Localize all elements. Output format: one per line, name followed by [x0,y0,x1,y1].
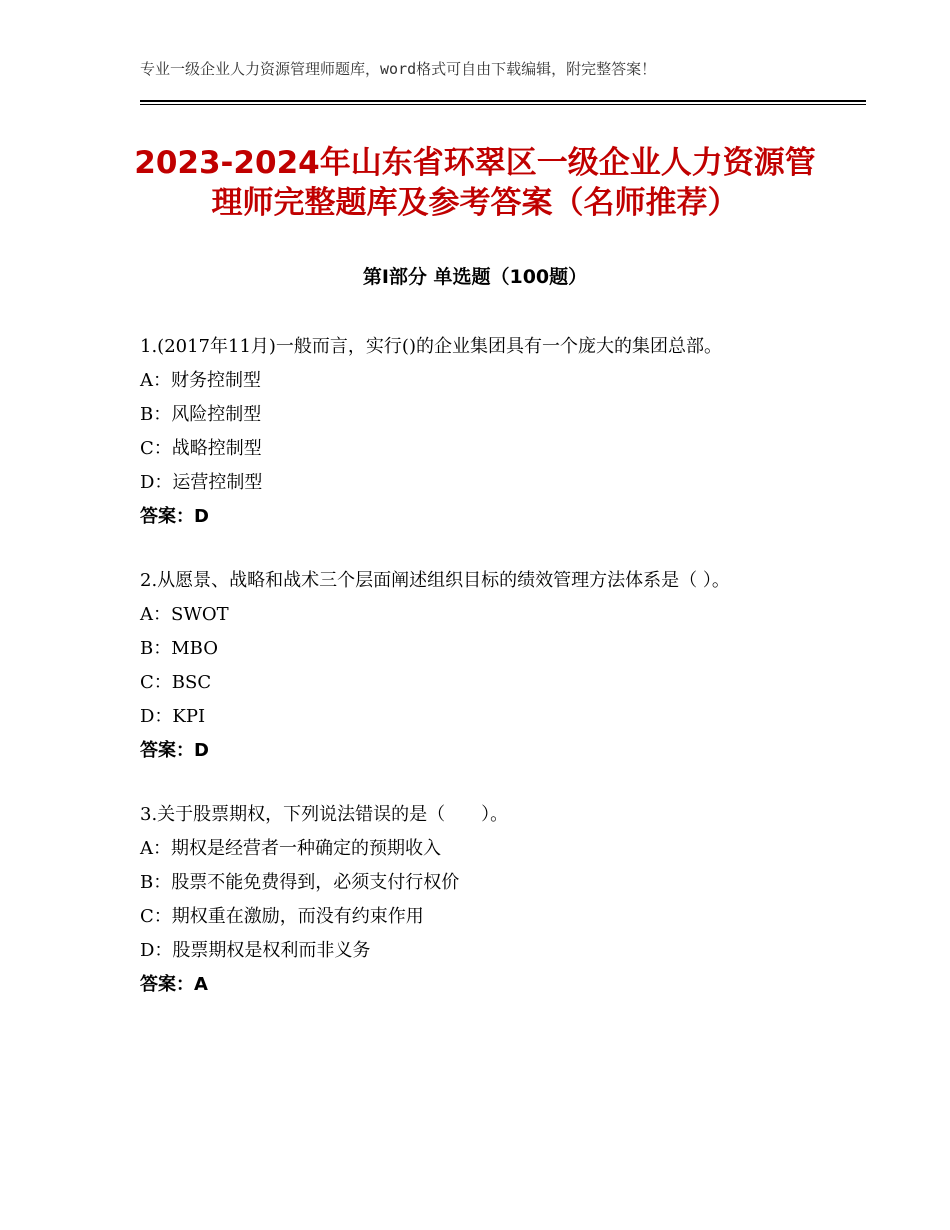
question-text: 1.(2017年11月)一般而言，实行()的企业集团具有一个庞大的集团总部。 [140,336,722,357]
option-c: C：期权重在激励，而没有约束作用 [140,906,424,927]
question-list [140,330,820,1032]
option-b: B：风险控制型 [140,404,262,425]
section-title: 第Ⅰ部分 单选题（100题） [362,266,588,288]
option-a: A：财务控制型 [140,370,261,391]
header-rule-thin [140,104,866,105]
answer-value: D [194,740,209,761]
answer-line [140,968,820,1002]
option-d: D：KPI [140,706,206,727]
option-a: A：期权是经营者一种确定的预期收入 [140,838,441,859]
option-a: A：SWOT [140,604,229,625]
answer-line [140,500,820,534]
question-2 [140,564,820,768]
option-c: C：战略控制型 [140,438,262,459]
answer-label: 答案： [140,506,194,527]
question-text: 2.从愿景、战略和战术三个层面阐述组织目标的绩效管理方法体系是（ ）。 [140,570,730,591]
document-title: 2023-2024年山东省环翠区一级企业人力资源管理师完整题库及参考答案（名师推荐） [134,145,816,221]
option-d: D：股票期权是权利而非义务 [140,940,371,961]
option-d: D：运营控制型 [140,472,263,493]
question-text: 3.关于股票期权，下列说法错误的是（ ）。 [140,804,509,825]
option-c: C：BSC [140,672,212,693]
answer-label: 答案： [140,740,194,761]
question-3 [140,798,820,1002]
option-b: B：股票不能免费得到，必须支付行权价 [140,872,460,893]
header-rule-thick [140,100,866,102]
question-1 [140,330,820,534]
answer-line [140,734,820,768]
answer-label: 答案： [140,974,194,995]
option-b: B：MBO [140,638,218,659]
answer-value: D [194,506,209,527]
answer-value: A [194,974,208,995]
header-note: 专业一级企业人力资源管理师题库，word格式可自由下载编辑，附完整答案！ [140,60,657,78]
